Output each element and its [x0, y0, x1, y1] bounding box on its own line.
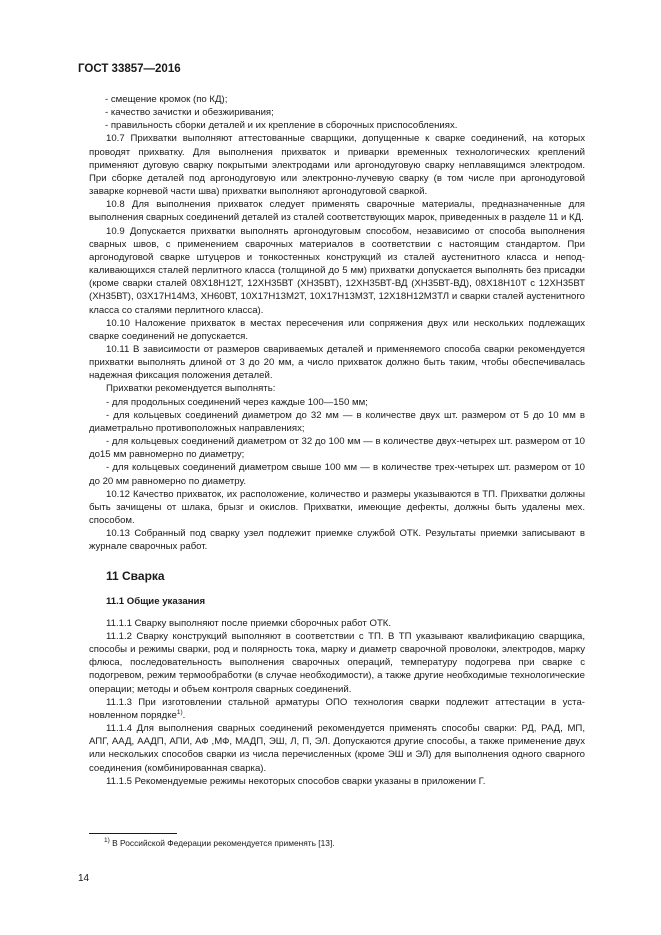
paragraph-10-13: 10.13 Собранный под сварку узел подлежит приемке службой ОТК. Результаты приемки записывают в журнале сварочных работ. [89, 528, 585, 553]
paragraph-number: 10.7 [106, 133, 131, 145]
paragraph-end: . [182, 709, 186, 721]
paragraph-10-11: 10.11 В зависимости от размеров свариваемых деталей и применяемого способа сварки рекомендуется прихватки выполнять длиной от 3 до 20 мм, а число прихваток должно быть таким, чтобы обеспечивалась надежная фиксация положения деталей. [89, 343, 585, 382]
list-item: - смещение кромок (по КД); [105, 94, 228, 105]
footnote [104, 838, 335, 848]
page-number: 14 [78, 873, 90, 884]
paragraph-11-1-1: 11.1.1 Сварку выполняют после приемки сборочных работ ОТК. [106, 617, 392, 629]
subsection-heading: 11.1 Общие указания [106, 595, 206, 607]
paragraph-10-10: 10.10 Наложение прихваток в местах пересечения или сопряжения двух или нескольких подлежащих сварке соединений не допускается. [89, 317, 585, 342]
standard-designation: ГОСТ 33857—2016 [78, 63, 181, 75]
list-item: - для продольных соединений через каждые 100—150 мм; [106, 396, 368, 408]
paragraph-text: Прихватки выполняют аттестованные сварщики, допущенные к сварке соединений, на которых проводят прихватку. Для выполнения прихваток и приварки временных технологических креплений применяют дуговую сварку покрытыми электродами или аргонодуговую сварку неплавящимся электродом. При сборке деталей под аргонодуговую или электронно-лучевую сварку (в том числе при аргонодуговой заварке корневой части шва) прихватки выполняют аргонодуговой сваркой. [89, 133, 585, 198]
list-item: - правильность сборки деталей и их крепление в сборочных приспособлениях. [105, 120, 458, 132]
list-item: - для кольцевых соединений диаметром от 32 до 100 мм — в количестве двух-четырех шт. размером от 10 до15 мм равномерно по диаметру; [89, 436, 585, 461]
paragraph-11-1-4: 11.1.4 Для выполнения сварных соединений рекомендуется применять способы сварки: РД, РАД, МП, АПГ, ААД, ААДП, АПИ, АФ ,МФ, МАДП, ЭШ, Л, П, ЭЛ. Допускаются другие способы, а также применение двух или нескольких способов сварки из числа перечисленных (кроме ЭШ и ЭЛ) для выполнения одного сварного соединения (комбинированная сварка). [89, 723, 585, 774]
footnote-text: В Российской Федерации рекомендуется применять [13]. [109, 838, 335, 848]
footnote-mark: 1) [104, 837, 110, 845]
list-item: - качество зачистки и обезжиривания; [105, 107, 274, 119]
paragraph-11-1-2: 11.1.2 Сварку конструкций выполняют в соответствии с ТП. В ТП указывают квалификацию сварщика, способы и режимы сварки, род и полярность тока, марку и диаметр сварочной проволоки, электродов, марку флюса, последовательность выполнения сварочных операций, температуру подогрева при сварке с подогревом, режим термообработки (в случае необходимости), а также другие необходимые технологические операции; методы и объем контроля сварных соединений. [89, 630, 585, 695]
paragraph-text: 11.1.3 При изготовлении стальной арматуры ОПО технология сварки подлежит аттестации в установленном порядке [89, 696, 585, 721]
paragraph-10-8: 10.8 Для выполнения прихваток следует применять сварочные материалы, предназначенные для выполнения сварных соединений деталей из сталей соответствующих марок, приведенных в разделе 11 и КД. [89, 199, 585, 224]
body-text [89, 93, 585, 788]
list-item: - для кольцевых соединений диаметром свыше 100 мм — в количестве трех-четырех шт. размером от 10 до 20 мм равномерно по диаметру. [89, 462, 585, 487]
list-item: - для кольцевых соединений диаметром до 32 мм — в количестве двух шт. размером от 5 до 10 мм в диаметрально противоположных направлениях; [89, 409, 585, 434]
footnote-reference: 1) [176, 708, 183, 716]
paragraph-tack-intro: Прихватки рекомендуется выполнять: [106, 383, 276, 395]
footnote-divider [89, 833, 177, 834]
paragraph-10-9: 10.9 Допускается прихватки выполнять аргонодуговым способом, независимо от способа выполнения сварных швов, с применением сварочных материалов в соответствии с настоящим стандартом. При аргонодуговой сварке штуцеров и тонкостенных конструкций из сталей аустенитного класса и неподкаливающихся сталей перлитного класса (толщиной до 5 мм) прихватки допускается выполнять без присадки (кроме сварки сталей 08Х18Н12Т, 12ХН35ВТ (ХН35ВТ), 12ХН35ВТ-ВД (ХН35ВТ-ВД), 08Х18Н10Т с 12ХН35ВТ (ХН35ВТ), 03Х17Н14М3, ХН60ВТ, 10Х17Н13М2Т, 10Х17Н13М3Т, 12Х18Н12М3ТЛ и сварки сталей аустенитного класса со сталями перлитного класса). [89, 225, 585, 316]
paragraph-11-1-5: 11.1.5 Рекомендуемые режимы некоторых способов сварки указаны в приложении Г. [106, 775, 486, 787]
section-heading: 11 Сварка [106, 569, 165, 584]
paragraph-10-7 [89, 132, 585, 198]
paragraph-11-1-3 [89, 696, 585, 722]
paragraph-10-12: 10.12 Качество прихваток, их расположение, количество и размеры указываются в ТП. Прихватки должны быть зачищены от шлака, брызг и окислов. Прихватки, имеющие дефекты, должны быть удалены мех. способом. [89, 488, 585, 526]
